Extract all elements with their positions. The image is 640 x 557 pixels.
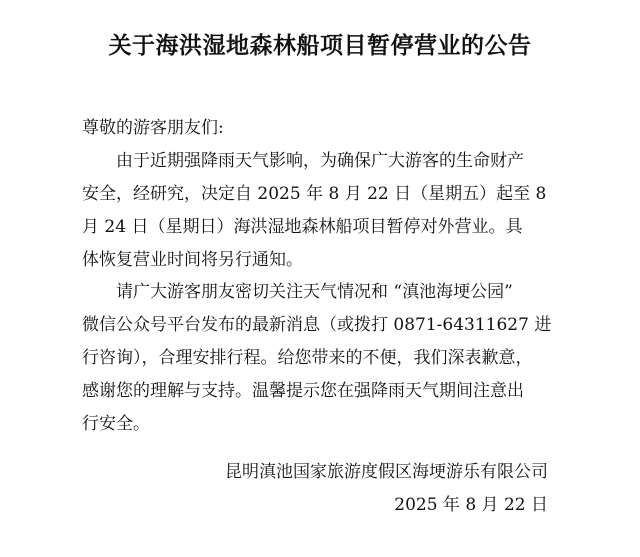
paragraph-line: 由于近期强降雨天气影响，为确保广大游客的生命财产 xyxy=(116,151,524,171)
signature-organization: 昆明滇池国家旅游度假区海埂游乐有限公司 xyxy=(225,462,548,482)
signature-date: 2025 年 8 月 22 日 xyxy=(394,495,548,515)
paragraph-line: 感谢您的理解与支持。温馨提示您在强降雨天气期间注意出 xyxy=(82,381,524,401)
paragraph-line: 行咨询），合理安排行程。给您带来的不便，我们深表歉意， xyxy=(82,348,533,368)
paragraph-line: 体恢复营业时间将另行通知。 xyxy=(82,250,303,270)
paragraph-advice xyxy=(82,276,562,441)
greeting: 尊敬的游客朋友们: xyxy=(82,118,224,138)
paragraph-line: 行安全。 xyxy=(82,414,150,434)
paragraph-line: 微信公众号平台发布的最新消息（或拨打 0871-64311627 进 xyxy=(82,315,552,335)
notice-title: 关于海洪湿地森林船项目暂停营业的公告 xyxy=(108,33,532,59)
paragraph-line: 请广大游客朋友密切关注天气情况和 “滇池海埂公园” xyxy=(116,282,513,302)
paragraph-closure-notice xyxy=(82,145,562,277)
paragraph-line: 月 24 日（星期日）海洪湿地森林船项目暂停对外营业。具 xyxy=(82,217,523,237)
paragraph-line: 安全，经研究，决定自 2025 年 8 月 22 日（星期五）起至 8 xyxy=(82,184,547,204)
